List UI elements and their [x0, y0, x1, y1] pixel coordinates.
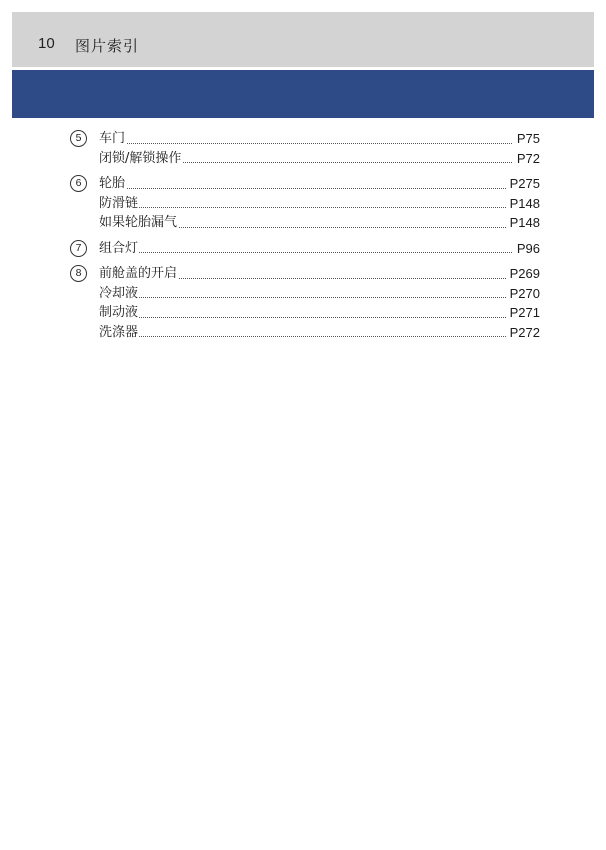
dot-leader — [99, 336, 540, 337]
index-group-8 — [70, 264, 540, 342]
index-entry[interactable] — [99, 213, 540, 233]
section-title: 图片索引 — [75, 37, 140, 55]
entry-page-ref: P72 — [513, 149, 540, 169]
entry-label: 防滑链 — [99, 195, 139, 211]
index-entry[interactable] — [99, 129, 540, 149]
entry-label: 冷却液 — [99, 285, 139, 301]
page-number: 10 — [38, 35, 55, 52]
entry-label: 洗涤器 — [99, 324, 139, 340]
entry-page-ref: P275 — [506, 174, 540, 194]
item-number-badge: 8 — [70, 265, 87, 282]
entry-label: 组合灯 — [99, 240, 139, 256]
entry-page-ref: P148 — [506, 194, 540, 214]
entry-page-ref: P272 — [506, 323, 540, 343]
index-entry[interactable] — [99, 194, 540, 214]
entry-page-ref: P75 — [513, 129, 540, 149]
index-entry[interactable] — [99, 239, 540, 259]
entry-label: 轮胎 — [99, 176, 126, 191]
index-group-6 — [70, 174, 540, 233]
item-number-badge: 7 — [70, 240, 87, 257]
entry-label: 车门 — [99, 131, 126, 146]
item-number-badge: 5 — [70, 130, 87, 147]
entry-page-ref: P148 — [506, 213, 540, 233]
picture-index-list — [70, 129, 540, 348]
dot-leader — [99, 297, 540, 298]
entry-label: 如果轮胎漏气 — [99, 215, 178, 230]
entry-page-ref: P96 — [513, 239, 540, 259]
item-number-badge: 6 — [70, 175, 87, 192]
entry-label: 制动液 — [99, 305, 139, 320]
entry-page-ref: P270 — [506, 284, 540, 304]
dot-leader — [99, 317, 540, 318]
index-entry[interactable] — [99, 323, 540, 343]
index-group-7 — [70, 239, 540, 259]
entry-page-ref: P269 — [506, 264, 540, 284]
index-entry[interactable] — [99, 174, 540, 194]
index-entry[interactable] — [99, 303, 540, 323]
entry-label: 闭锁/解锁操作 — [99, 150, 182, 166]
header-band — [12, 70, 594, 118]
dot-leader — [99, 252, 540, 253]
dot-leader — [99, 188, 540, 189]
entry-page-ref: P271 — [506, 303, 540, 323]
index-group-5 — [70, 129, 540, 168]
entry-label: 前舱盖的开启 — [99, 266, 178, 281]
dot-leader — [99, 143, 540, 144]
index-entry[interactable] — [99, 284, 540, 304]
index-entry[interactable] — [99, 264, 540, 284]
index-entry[interactable] — [99, 149, 540, 169]
dot-leader — [99, 207, 540, 208]
